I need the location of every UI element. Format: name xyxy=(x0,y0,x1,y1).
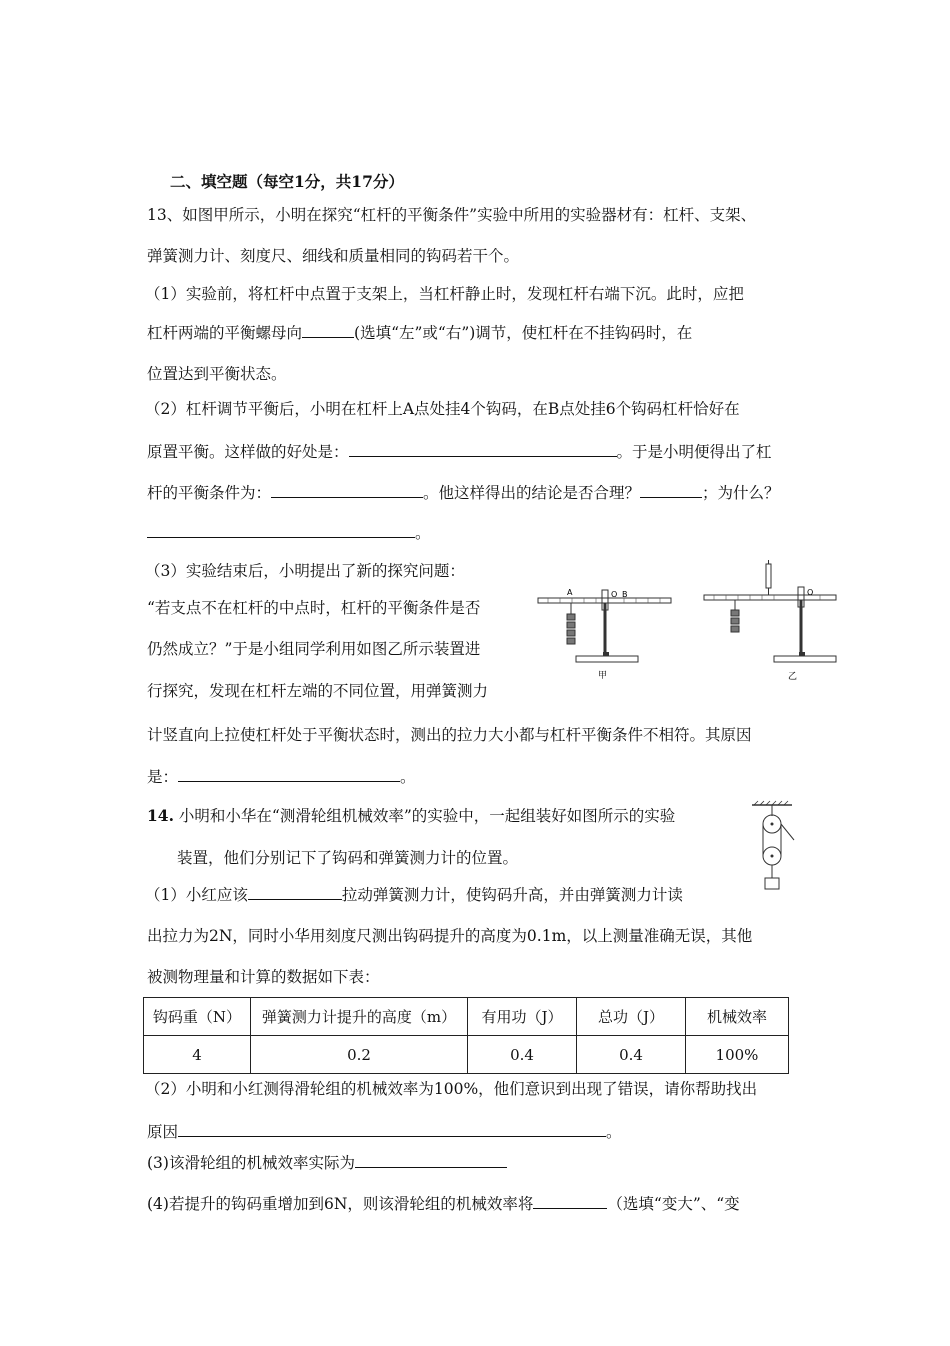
q14-part1-line1 xyxy=(145,884,683,906)
label-a: A xyxy=(567,588,573,597)
q13-part1-line3: 位置达到平衡状态。 xyxy=(147,365,287,383)
q13-part2-text-f: 。 xyxy=(415,524,431,542)
q14-part4 xyxy=(147,1193,740,1215)
q13-part3-line1: （3）实验结束后，小明提出了新的探究问题： xyxy=(145,562,465,580)
section-title: 二、填空题（每空1分，共17分） xyxy=(170,172,404,191)
q14-part2-line2 xyxy=(147,1121,622,1143)
q13-part2-line1: （2）杠杆调节平衡后，小明在杠杆上A点处挂4个钩码，在B点处挂6个钩码杠杆恰好在 xyxy=(145,400,740,418)
q13-part3-line4: 行探究，发现在杠杆左端的不同位置，用弹簧测力 xyxy=(147,682,489,700)
q14-part4-text-b: （选填“变大”、“变 xyxy=(607,1195,740,1213)
q13-part2-text-e: ；为什么？ xyxy=(702,484,780,502)
answer-blank[interactable] xyxy=(271,483,423,498)
table-cell: 4 xyxy=(144,1036,251,1074)
table-row xyxy=(144,1036,789,1074)
q13-part2-line3 xyxy=(147,482,780,504)
table-header-cell: 总功（J） xyxy=(577,998,686,1036)
q13-part1-line2 xyxy=(147,322,692,344)
q13-part2-line2 xyxy=(147,441,772,463)
q14-part1-line3: 被测物理量和计算的数据如下表： xyxy=(147,968,380,986)
table-cell: 100% xyxy=(686,1036,789,1074)
q14-part1-text-a: （1）小红应该 xyxy=(145,886,248,904)
label-b: B xyxy=(622,590,628,599)
answer-blank[interactable] xyxy=(248,885,342,900)
q14-number: 14. xyxy=(147,806,174,825)
q14-line1-text: 小明和小华在“测滑轮组机械效率”的实验中，一起组装好如图所示的实验 xyxy=(178,807,676,825)
answer-blank[interactable] xyxy=(147,523,415,538)
table-header-cell: 钩码重（N） xyxy=(144,998,251,1036)
q14-line1 xyxy=(147,805,675,827)
q13-part3-line5: 计竖直向上拉使杠杆处于平衡状态时，测出的拉力大小都与杠杆平衡条件不相符。其原因 xyxy=(147,726,752,744)
answer-blank[interactable] xyxy=(355,1153,507,1168)
q14-part3 xyxy=(147,1152,507,1174)
data-table xyxy=(143,997,789,1074)
q14-part3-text: (3)该滑轮组的机械效率实际为 xyxy=(147,1154,355,1172)
q13-part1-line1: （1）实验前，将杠杆中点置于支架上，当杠杆静止时，发现杠杆右端下沉。此时，应把 xyxy=(145,285,744,303)
q14-part1-text-b: 拉动弹簧测力计，使钩码升高，并由弹簧测力计读 xyxy=(341,886,683,904)
q13-part2-line4 xyxy=(147,522,431,544)
lever-figure-yi xyxy=(700,558,848,684)
q13-part2-text-b: 。于是小明便得出了杠 xyxy=(616,443,772,461)
q14-line2: 装置，他们分别记下了钩码和弹簧测力计的位置。 xyxy=(177,849,519,867)
figure-caption-yi: 乙 xyxy=(788,672,798,682)
q14-part1-line2: 出拉力为2N，同时小华用刻度尺测出钩码提升的高度为0.1m，以上测量准确无误，其他 xyxy=(147,927,753,945)
q13-part2-text-d: 。他这样得出的结论是否合理？ xyxy=(423,484,641,502)
q14-part2-text-a: 原因 xyxy=(147,1123,179,1141)
table-cell: 0.4 xyxy=(577,1036,686,1074)
answer-blank[interactable] xyxy=(533,1194,607,1209)
table-cell: 0.4 xyxy=(468,1036,577,1074)
answer-blank[interactable] xyxy=(349,442,617,457)
label-o2: O xyxy=(807,588,814,597)
table-header-cell: 机械效率 xyxy=(686,998,789,1036)
q13-part2-text-c: 杆的平衡条件为： xyxy=(147,484,272,502)
q13-part1-text-a: 杠杆两端的平衡螺母向 xyxy=(147,324,303,342)
answer-blank[interactable] xyxy=(640,483,702,498)
q13-part2-text-a: 原置平衡。这样做的好处是： xyxy=(147,443,349,461)
table-header-cell: 弹簧测力计提升的高度（m） xyxy=(251,998,468,1036)
q13-part3-text-a: 是： xyxy=(147,768,179,786)
q14-part4-text-a: (4)若提升的钩码重增加到6N，则该滑轮组的机械效率将 xyxy=(147,1195,534,1213)
q13-line1: 13、如图甲所示，小明在探究“杠杆的平衡条件”实验中所用的实验器材有：杠杆、支架、 xyxy=(147,206,757,224)
pulley-figure xyxy=(748,800,798,896)
q13-part3-line6 xyxy=(147,766,416,788)
figure-caption-jia: 甲 xyxy=(598,671,608,681)
q14-part2-text-b: 。 xyxy=(606,1123,622,1141)
table-cell: 0.2 xyxy=(251,1036,468,1074)
answer-blank[interactable] xyxy=(178,767,400,782)
lever-figure-jia xyxy=(536,584,676,684)
answer-blank[interactable] xyxy=(302,323,354,338)
q13-part3-text-b: 。 xyxy=(400,768,416,786)
q13-part3-line3: 仍然成立？”于是小组同学利用如图乙所示装置进 xyxy=(147,640,481,658)
table-header-row xyxy=(144,998,789,1036)
q13-line2: 弹簧测力计、刻度尺、细线和质量相同的钩码若干个。 xyxy=(147,247,520,265)
label-o: O xyxy=(611,590,618,599)
q14-part2-line1: （2）小明和小红测得滑轮组的机械效率为100%，他们意识到出现了错误，请你帮助找出 xyxy=(145,1080,758,1098)
q13-part3-line2: “若支点不在杠杆的中点时，杠杆的平衡条件是否 xyxy=(147,599,481,617)
answer-blank[interactable] xyxy=(178,1122,606,1137)
table-header-cell: 有用功（J） xyxy=(468,998,577,1036)
q13-part1-text-b: (选填“左”或“右”)调节，使杠杆在不挂钩码时，在 xyxy=(354,324,693,342)
